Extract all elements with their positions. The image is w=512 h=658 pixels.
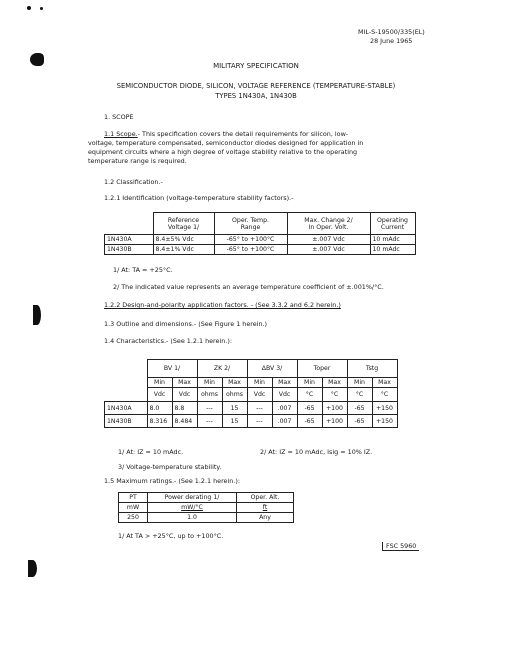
header-max-change <box>287 213 370 235</box>
cell: 1N430A <box>105 402 148 415</box>
table-row <box>119 513 294 523</box>
footnote-3c: 3/ Voltage-temperature stability. <box>118 463 222 471</box>
cell: °C <box>372 388 397 402</box>
punch-hole-mark-middle <box>33 305 41 325</box>
cell: -65 <box>297 415 322 428</box>
cell: 15 <box>222 402 247 415</box>
cell: -65° to +100°C <box>214 245 287 255</box>
cell: 8.4±5% Vdc <box>153 235 214 245</box>
header-text: Operating <box>377 216 408 224</box>
cell: mW/°C <box>148 503 237 513</box>
document-date: 28 June 1965 <box>370 37 413 45</box>
cell: 1N430B <box>105 415 148 428</box>
cell: ±.007 Vdc <box>287 245 370 255</box>
cell: 8.8 <box>172 402 197 415</box>
cell: Min <box>147 378 172 388</box>
cell: Max <box>322 378 347 388</box>
para-1-2-heading: 1.2 Classification.- <box>104 178 163 186</box>
cell: -65° to +100°C <box>214 235 287 245</box>
header-power-derating: Power derating 1/ <box>148 493 237 503</box>
cell: --- <box>197 402 222 415</box>
header-text: Oper. Temp. <box>232 216 269 224</box>
cell: 10 mAdc <box>370 245 415 255</box>
header-oper-temp <box>214 213 287 235</box>
cell: Min <box>197 378 222 388</box>
section-scope-heading: 1. SCOPE <box>104 113 134 121</box>
table-corner <box>105 213 154 235</box>
cell: Max <box>222 378 247 388</box>
cell: ohms <box>222 388 247 402</box>
para-1-5: 1.5 Maximum ratings.- (See 1.2.1 herein.): <box>104 477 240 485</box>
header-text: Reference <box>167 216 200 224</box>
cell: +150 <box>372 402 397 415</box>
document-types: TYPES 1N430A, 1N430B <box>215 92 297 100</box>
header-text: Max. Change 2/ <box>304 216 353 224</box>
para-1-1-line-2: voltage, temperature compensated, semiconductor diodes designed for application in <box>88 139 364 147</box>
table-row <box>105 415 398 428</box>
cell: Max <box>272 378 297 388</box>
footnote-4: 1/ At TA > +25°C, up to +100°C. <box>118 532 224 540</box>
document-id: MIL-S-19500/335(EL) <box>358 28 425 36</box>
header-toper: Toper <box>297 360 347 378</box>
punch-hole-mark-bottom <box>28 560 37 577</box>
para-1-1-text: - This specification covers the detail requirements for silicon, low- <box>137 130 349 138</box>
header-text: Voltage 1/ <box>167 223 200 231</box>
para-1-3: 1.3 Outline and dimensions.- (See Figure 1 herein.) <box>104 320 268 328</box>
cell: 8.4±1% Vdc <box>153 245 214 255</box>
header-bv: BV 1/ <box>147 360 197 378</box>
footnote-3b: 2/ At: IZ = 10 mAdc, Isig = 10% IZ. <box>260 448 373 456</box>
header-tstg: Tstg <box>347 360 397 378</box>
cell: 10 mAdc <box>370 235 415 245</box>
cell: --- <box>247 402 272 415</box>
maximum-ratings-table <box>118 492 294 523</box>
cell: 8.484 <box>172 415 197 428</box>
identification-table <box>104 212 416 255</box>
fsc-code: FSC 5960 <box>382 542 419 551</box>
table-corner <box>105 388 148 402</box>
cell: °C <box>297 388 322 402</box>
table-row <box>105 402 398 415</box>
para-1-1-line-4: temperature range is required. <box>88 157 187 165</box>
characteristics-table <box>104 359 398 428</box>
para-1-2-2: 1.2.2 Design-and-polarity application factors. - (See 3.3.2 and 6.2 herein.) <box>104 301 341 309</box>
header-text: In Oper. Volt. <box>308 223 349 231</box>
cell: -65 <box>347 402 372 415</box>
cell: --- <box>197 415 222 428</box>
cell: -65 <box>347 415 372 428</box>
cell: ft <box>237 503 294 513</box>
document-subtitle: SEMICONDUCTOR DIODE, SILICON, VOLTAGE REFERENCE (TEMPERATURE-STABLE) <box>116 82 396 90</box>
cell: 1.0 <box>148 513 237 523</box>
cell: Min <box>247 378 272 388</box>
para-1-1-heading: 1.1 Scope. <box>104 130 138 138</box>
cell: +150 <box>372 415 397 428</box>
cell: -65 <box>297 402 322 415</box>
cell: Vdc <box>272 388 297 402</box>
para-1-1-line-1 <box>104 130 348 138</box>
cell: 8.0 <box>147 402 172 415</box>
table-corner <box>105 360 148 378</box>
cell: Vdc <box>172 388 197 402</box>
header-pt: PT <box>119 493 148 503</box>
cell: Vdc <box>247 388 272 402</box>
footnote-3a: 1/ At: IZ = 10 mAdc. <box>118 448 184 456</box>
footnote-1: 1/ At: TA = +25°C. <box>113 266 173 274</box>
cell: °C <box>347 388 372 402</box>
header-oper-alt: Oper. Alt. <box>237 493 294 503</box>
header-zk: ZK 2/ <box>197 360 247 378</box>
table-corner <box>105 378 148 388</box>
table-row <box>105 245 416 255</box>
cell: +100 <box>322 415 347 428</box>
header-reference-voltage <box>153 213 214 235</box>
para-1-2-1-heading: 1.2.1 Identification (voltage-temperature stability factors).- <box>104 194 294 202</box>
para-1-4: 1.4 Characteristics.- (See 1.2.1 herein.): <box>104 337 232 345</box>
cell: Vdc <box>147 388 172 402</box>
header-delta-bv: ΔBV 3/ <box>247 360 297 378</box>
cell: Min <box>297 378 322 388</box>
cell: Max <box>372 378 397 388</box>
header-text: Current <box>380 223 405 231</box>
cell: °C <box>322 388 347 402</box>
header-text: Range <box>240 223 261 231</box>
cell: Any <box>237 513 294 523</box>
cell: ±.007 Vdc <box>287 235 370 245</box>
cell: 8.316 <box>147 415 172 428</box>
cell: --- <box>247 415 272 428</box>
scan-speck <box>27 6 31 10</box>
table-row <box>105 235 416 245</box>
page-title: MILITARY SPECIFICATION <box>213 62 299 70</box>
cell: 250 <box>119 513 148 523</box>
cell: ohms <box>197 388 222 402</box>
cell: Min <box>347 378 372 388</box>
header-operating-current <box>370 213 415 235</box>
cell: .007 <box>272 402 297 415</box>
footnote-2: 2/ The indicated value represents an average temperature coefficient of ±.001%/°C. <box>113 283 384 291</box>
cell: +100 <box>322 402 347 415</box>
cell: 1N430A <box>105 235 154 245</box>
cell: .007 <box>272 415 297 428</box>
cell: 1N430B <box>105 245 154 255</box>
para-1-1-line-3: equipment circuits where a high degree of voltage stability relative to the operating <box>88 148 358 156</box>
scan-speck <box>40 7 43 10</box>
cell: mW <box>119 503 148 513</box>
cell: Max <box>172 378 197 388</box>
cell: 15 <box>222 415 247 428</box>
